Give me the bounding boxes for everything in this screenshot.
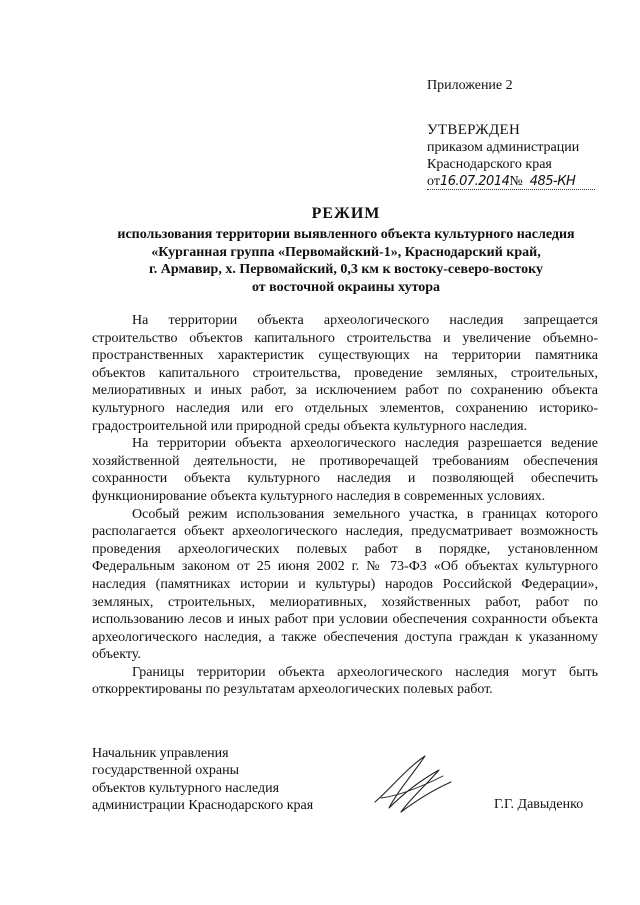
position-line-1: Начальник управления: [92, 746, 229, 761]
approved-by-line-2: Краснодарского края: [427, 157, 552, 172]
subtitle-line-2: «Курганная группа «Первомайский-1», Краснодарский край,: [151, 244, 541, 260]
subtitle-line-4: от восточной окраины хутора: [251, 279, 441, 295]
decree-number: 485-КН: [529, 174, 576, 189]
decree-number-sign: №: [509, 174, 523, 189]
paragraph-special-regime: Особый режим использования земельного участка, в границах которого располагается объект археологического наследия, предусматривает возможность проведения археологических полевых работ в порядке, установленном Федеральным законом от 25 июня 2002 г. № 73-ФЗ «Об объектах культурного наследия (памятниках истории и культуры) народов Российской Федерации», земляных, строительных, мелиоративных, хозяйственных работ, работ по использованию лесов и иных работ при условии обеспечения сохранности объекта археологического наследия, а также обеспечения доступа граждан к указанному объекту.: [92, 506, 598, 663]
document-body: [92, 312, 598, 699]
position-line-2: государственной охраны: [92, 763, 240, 779]
decree-date: 16.07.2014: [439, 174, 510, 189]
signatory-name: Г.Г. Давыденко: [494, 797, 584, 812]
approval-block: [427, 122, 579, 191]
appendix-label: Приложение 2: [427, 78, 513, 93]
subtitle-line-3: г. Армавир, х. Первомайский, 0,3 км к востоку-северо-востоку: [149, 262, 543, 277]
paragraph-permissions: На территории объекта археологического наследия разрешается ведение хозяйственной деятельности, не противоречащей требованиям обеспечения сохранности объекта культурного наследия и позволяющей обеспечить функционирование объекта культурного наследия в современных условиях.: [92, 436, 598, 504]
paragraph-prohibitions: На территории объекта археологического наследия запрещается строительство объектов капитального строительства и увеличение объемно-пространственных характеристик существующих на территории памятника объектов капитального строительства, проведение земляных, строительных, мелиоративных и иных работ, за исключением работ по сохранению объекта культурного наследия или его отдельных элементов, сохранению историко-градостроительной или природной среды объекта культурного наследия.: [92, 313, 598, 434]
position-line-3: объектов культурного наследия: [92, 780, 280, 796]
title-heading: РЕЖИМ: [311, 205, 381, 222]
document-title: [96, 205, 596, 223]
paragraph-boundaries: Границы территории объекта археологического наследия могут быть откорректированы по результатам археологических полевых работ.: [92, 664, 598, 698]
approved-by-line-1: приказом администрации: [427, 140, 580, 155]
decree-from-prefix: от: [427, 174, 440, 189]
signatory-position: [92, 745, 313, 815]
position-line-4: администрации Краснодарского края: [92, 798, 314, 814]
approved-heading: УТВЕРЖДЕН: [427, 122, 521, 138]
subtitle-line-1: использования территории выявленного объекта культурного наследия: [117, 227, 575, 242]
decree-underline: [427, 189, 595, 190]
document-subtitle: [96, 226, 596, 296]
signature-icon: [367, 750, 457, 820]
decree-line: [427, 173, 579, 191]
